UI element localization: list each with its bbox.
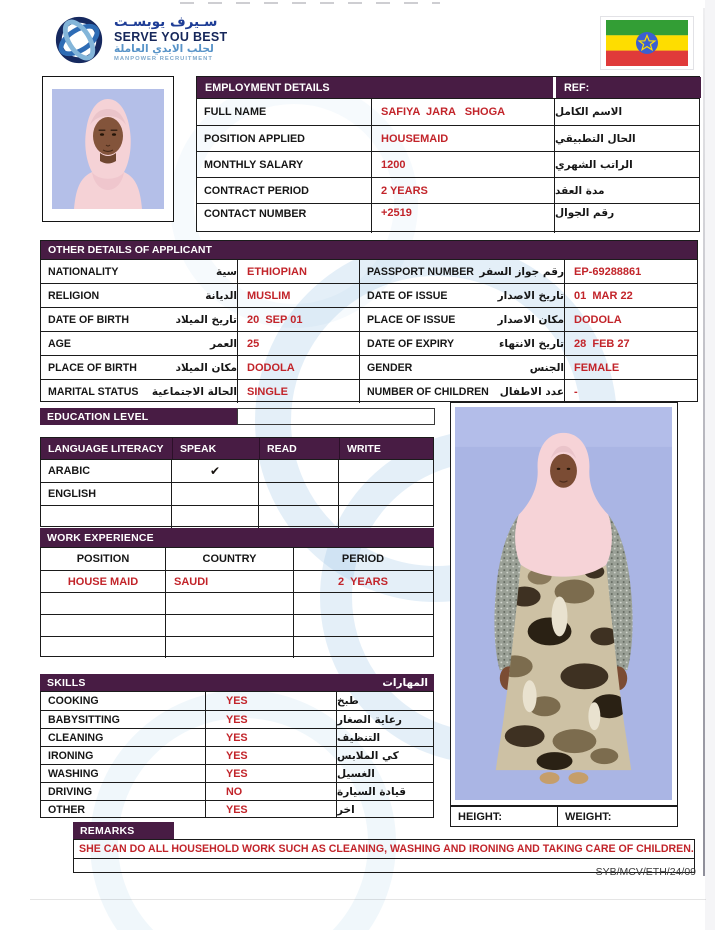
skill-label: OTHER	[41, 801, 206, 818]
speak-check	[172, 506, 259, 528]
field-value: SAFIYA JARA SHOGA	[372, 99, 555, 125]
skill-value: YES	[206, 692, 337, 710]
field-label-arabic: الحال التطبيقي	[555, 132, 636, 145]
skill-value: YES	[206, 765, 337, 782]
remarks-text: SHE CAN DO ALL HOUSEHOLD WORK SUCH AS CLEANING, WASHING AND IRONING AND TAKING CARE OF CHILDREN.	[74, 840, 694, 859]
field-value: 20 SEP 01	[238, 308, 360, 331]
skill-label: IRONING	[41, 747, 206, 764]
field-label: MONTHLY SALARY	[197, 152, 372, 177]
language-row-arabic	[41, 459, 433, 482]
field-value: 1200	[372, 152, 555, 177]
skill-label-arabic: طبخ	[337, 695, 359, 707]
column-header: LANGUAGE LITERACY	[48, 442, 164, 455]
field-label: NUMBER OF CHILDREN عدد الاطفال	[360, 380, 565, 403]
language-table-header	[41, 438, 433, 459]
field-value: ETHIOPIAN	[238, 260, 360, 283]
field-value: 2 YEARS	[372, 178, 555, 203]
skill-row-washing	[41, 764, 433, 782]
employment-row-contact	[197, 203, 699, 233]
field-label: DATE OF ISSUE تاريخ الاصدار	[360, 284, 565, 307]
field-label: FULL NAME	[197, 99, 372, 125]
field-label: GENDER الجنس	[360, 356, 565, 379]
other-details-table	[40, 240, 698, 402]
skills-table	[40, 691, 434, 818]
employment-row-full-name	[197, 98, 699, 125]
column-header: POSITION	[41, 548, 166, 570]
speak-check	[172, 483, 259, 505]
work-experience-row-empty	[41, 592, 433, 614]
other-details-row	[41, 355, 697, 379]
field-value: +2519	[372, 204, 555, 233]
write-check	[339, 483, 432, 505]
language-literacy-table	[40, 437, 434, 527]
skill-label: WASHING	[41, 765, 206, 782]
employment-details-header	[197, 77, 699, 98]
skill-label-arabic: اخر	[337, 803, 355, 816]
logo-english-tagline: MANPOWER RECRUITMENT	[114, 55, 213, 62]
position-value: HOUSE MAID	[41, 571, 166, 592]
other-details-row	[41, 379, 697, 403]
field-label: PASSPORT NUMBER رقم جواز السفر	[360, 260, 565, 283]
skill-label: COOKING	[41, 692, 206, 710]
field-value: -	[574, 385, 578, 398]
field-value: SINGLE	[238, 380, 360, 403]
remarks-title: REMARKS	[73, 822, 174, 839]
field-label: DATE OF BIRTH تاريخ الميلاد	[41, 308, 238, 331]
skill-value: YES	[206, 711, 337, 728]
work-experience-table	[40, 547, 434, 657]
skill-row-driving	[41, 782, 433, 800]
period-value: 2 YEARS	[338, 575, 388, 588]
language-name: ARABIC	[41, 460, 172, 482]
field-label: PLACE OF BIRTH مكان الميلاد	[41, 356, 238, 379]
employment-row-position	[197, 125, 699, 151]
skill-row-babysitting	[41, 710, 433, 728]
column-header: WRITE	[339, 438, 432, 459]
other-details-row	[41, 283, 697, 307]
skill-row-cleaning	[41, 728, 433, 746]
employment-row-salary	[197, 151, 699, 177]
field-value: DODOLA	[238, 356, 360, 379]
scan-edge-shade	[705, 0, 715, 930]
other-details-title: OTHER DETAILS OF APPLICANT	[41, 241, 697, 259]
column-header: READ	[259, 438, 339, 459]
skill-label-arabic: كي الملابس	[337, 749, 399, 762]
language-row-english	[41, 482, 433, 505]
skill-label-arabic: قيادة السيارة	[337, 785, 407, 798]
language-name	[41, 506, 172, 528]
field-label: PLACE OF ISSUE مكان الاصدار	[360, 308, 565, 331]
read-check	[259, 506, 339, 528]
skills-title-arabic: المهارات	[382, 676, 428, 689]
height-label: HEIGHT:	[451, 807, 558, 826]
skills-title: SKILLS	[47, 676, 86, 689]
skill-label-arabic: التنظيف	[337, 731, 381, 744]
country-value: SAUDI	[166, 571, 294, 592]
field-label: CONTRACT PERIOD	[197, 178, 372, 203]
education-level-value	[237, 408, 435, 425]
other-details-row	[41, 307, 697, 331]
field-label: DATE OF EXPIRY تاريخ الانتهاء	[360, 332, 565, 355]
employment-row-contract	[197, 177, 699, 203]
other-details-row	[41, 331, 697, 355]
skill-label: DRIVING	[41, 783, 206, 800]
language-row-empty	[41, 505, 433, 528]
field-label-arabic: رقم الجوال	[555, 207, 615, 219]
skill-value: YES	[206, 747, 337, 764]
field-value: MUSLIM	[238, 284, 360, 307]
skill-row-ironing	[41, 746, 433, 764]
field-value: FEMALE	[574, 361, 620, 374]
scan-top-artifact	[180, 2, 440, 4]
write-check	[339, 460, 432, 482]
skill-label-arabic: الغسيل	[337, 767, 375, 780]
field-label: CONTACT NUMBER	[197, 204, 372, 233]
field-label-arabic: مدة العقد	[555, 184, 605, 197]
ref-label: REF:	[556, 77, 701, 98]
field-value: HOUSEMAID	[372, 126, 555, 151]
field-value: 28 FEB 27	[574, 337, 630, 350]
employment-details-title: EMPLOYMENT DETAILS	[197, 77, 553, 98]
skill-row-cooking	[41, 692, 433, 710]
work-experience-row-empty	[41, 614, 433, 636]
column-header: PERIOD	[341, 553, 385, 565]
skill-value: NO	[206, 783, 337, 800]
document-reference-code: SYB/MCV/ETH/24/09	[595, 866, 696, 878]
field-label: AGE العمر	[41, 332, 238, 355]
skill-label-arabic: رعاية الصغار	[337, 713, 402, 726]
field-label-arabic: الاسم الكامل	[555, 106, 623, 118]
read-check	[259, 460, 339, 482]
skill-value: YES	[206, 729, 337, 746]
skill-label: BABYSITTING	[41, 711, 206, 728]
language-name: ENGLISH	[41, 483, 172, 505]
agency-logo	[52, 13, 228, 72]
field-label: RELIGION الديانة	[41, 284, 238, 307]
logo-arabic-tagline: لجلب الايدي العاملة	[114, 43, 214, 56]
skills-title-band	[40, 674, 434, 691]
work-experience-row-empty	[41, 636, 433, 658]
skill-row-other	[41, 800, 433, 818]
work-experience-row	[41, 570, 433, 592]
skill-label: CLEANING	[41, 729, 206, 746]
ethiopia-flag	[600, 16, 694, 70]
field-label: NATIONALITY سية	[41, 260, 238, 283]
employment-details-table	[196, 76, 700, 232]
scan-bottom-shadow	[30, 899, 706, 900]
weight-label: WEIGHT:	[565, 810, 612, 823]
field-value: 25	[238, 332, 360, 355]
field-value: 01 MAR 22	[574, 289, 633, 302]
skill-value: YES	[206, 801, 337, 818]
globe-rings-icon	[52, 13, 108, 72]
column-header: SPEAK	[172, 438, 259, 459]
field-value: DODOLA	[574, 313, 622, 326]
applicant-portrait-photo	[42, 76, 174, 222]
read-check	[259, 483, 339, 505]
write-check	[339, 506, 432, 528]
field-label-arabic: الراتب الشهري	[555, 158, 633, 171]
work-table-header	[41, 548, 433, 570]
height-weight-row	[450, 806, 678, 827]
logo-english-name: SERVE YOU BEST	[114, 30, 228, 45]
field-label: POSITION APPLIED	[197, 126, 372, 151]
other-details-row	[41, 259, 697, 283]
field-label: MARITAL STATUS الحالة الاجتماعية	[41, 380, 238, 403]
column-header: COUNTRY	[166, 548, 294, 570]
field-value: EP-69288861	[574, 265, 642, 278]
work-experience-title: WORK EXPERIENCE	[40, 528, 434, 547]
education-level-title: EDUCATION LEVEL	[40, 408, 237, 425]
logo-arabic-name: سـيرف يوبسـت	[114, 14, 218, 30]
speak-check: ✔	[172, 460, 259, 482]
applicant-full-body-photo	[450, 402, 678, 806]
